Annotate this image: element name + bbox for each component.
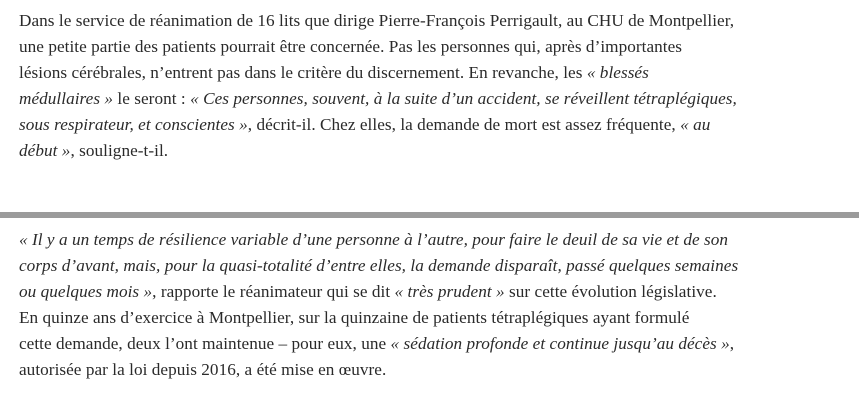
- italic-quote: « sédation profonde et continue jusqu’au décès »: [390, 334, 730, 353]
- text-line: ou quelques mois », rapporte le réanimateur qui se dit « très prudent » sur cette évolution législative.: [19, 282, 717, 301]
- text-line: lésions cérébrales, n’entrent pas dans le critère du discernement. En revanche, les « blessés: [19, 63, 649, 82]
- text-line: [19, 253, 839, 279]
- italic-quote: corps d’avant, mais, pour la quasi-totalité d’entre elles, la demande disparaît, passé quelques semaines: [19, 256, 739, 275]
- italic-quote: « blessés: [586, 63, 649, 82]
- italic-quote: sous respirateur, et conscientes »: [19, 115, 248, 134]
- text-line: autorisée par la loi depuis 2016, a été mise en œuvre.: [19, 360, 387, 379]
- italic-quote: « au: [680, 115, 711, 134]
- text-line: Dans le service de réanimation de 16 lits que dirige Pierre-François Perrigault, au CHU de Montpellier,: [19, 11, 735, 30]
- section-divider: [0, 212, 859, 218]
- text-line: En quinze ans d’exercice à Montpellier, sur la quinzaine de patients tétraplégiques ayant formulé: [19, 308, 690, 327]
- text-line: [19, 227, 839, 253]
- text-line: une petite partie des patients pourrait être concernée. Pas les personnes qui, après d’importantes: [19, 37, 683, 56]
- italic-quote: « très prudent »: [394, 282, 505, 301]
- italic-quote: ou quelques mois »: [19, 282, 153, 301]
- article-paragraph-1: [19, 8, 839, 164]
- text-line: début », souligne-t-il.: [19, 141, 169, 160]
- article-paragraph-2: [19, 227, 839, 383]
- italic-quote: médullaires »: [19, 89, 114, 108]
- italic-quote: « Ces personnes, souvent, à la suite d’un accident, se réveillent tétraplégiques,: [190, 89, 737, 108]
- text-line: sous respirateur, et conscientes », décrit-il. Chez elles, la demande de mort est assez fréquente, « au: [19, 115, 711, 134]
- italic-quote: « Il y a un temps de résilience variable d’une personne à l’autre, pour faire le deuil de sa vie et de son: [19, 230, 729, 249]
- text-line: médullaires » le seront : « Ces personnes, souvent, à la suite d’un accident, se réveillent tétraplégiques,: [19, 89, 737, 108]
- italic-quote: début »: [19, 141, 71, 160]
- text-line: cette demande, deux l’ont maintenue – pour eux, une « sédation profonde et continue jusqu’au décès »,: [19, 334, 735, 353]
